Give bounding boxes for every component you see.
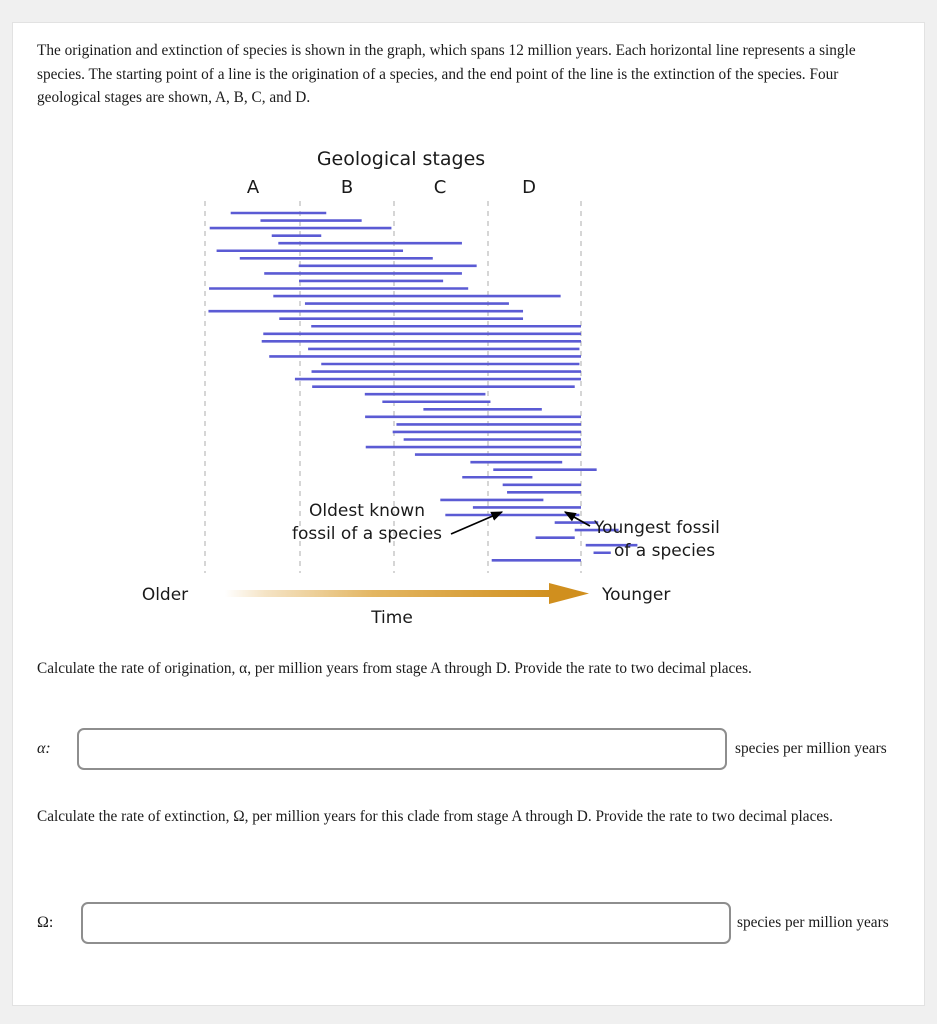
- time-arrow: [225, 583, 589, 604]
- species-range-chart: [37, 133, 903, 628]
- question-2-text: Calculate the rate of extinction, Ω, per million years for this clade from stage A through D. Provide the rate to two decimal places.: [37, 808, 833, 825]
- annotation-oldest-line2: fossil of a species: [291, 524, 443, 544]
- annotation-youngest-line2: of a species: [614, 541, 716, 561]
- question-card: [12, 22, 925, 1006]
- stage-label-a: A: [246, 177, 260, 198]
- omega-unit-label: species per million years: [737, 914, 889, 931]
- axis-label-older: Older: [141, 585, 189, 605]
- answer-row-alpha: [37, 727, 903, 771]
- alpha-symbol-label: α:: [37, 740, 51, 757]
- alpha-unit-label: species per million years: [735, 740, 887, 757]
- omega-answer-input[interactable]: [81, 902, 731, 944]
- axis-label-younger: Younger: [602, 585, 671, 605]
- axis-title-time: Time: [371, 608, 413, 628]
- question-1-text: Calculate the rate of origination, α, per million years from stage A through D. Provide the rate to two decimal places.: [37, 660, 752, 677]
- annotation-oldest-line1: Oldest known: [309, 501, 425, 521]
- annotation-youngest-line1: Youngest fossil: [594, 518, 720, 538]
- answer-row-omega: [37, 901, 903, 945]
- chart-title: Geological stages: [316, 148, 486, 170]
- stage-label-d: D: [522, 177, 536, 198]
- stage-label-b: B: [340, 177, 354, 198]
- stage-label-c: C: [433, 177, 447, 198]
- intro-paragraph: The origination and extinction of species is shown in the graph, which spans 12 million years. Each horizontal line represents a single species. The starting point of a line is the origination of a species, and the end point of the line is the extinction of the species. Four geological stages are shown, A, B, C, and D.: [37, 42, 856, 106]
- omega-symbol-label: Ω:: [37, 914, 54, 931]
- alpha-answer-input[interactable]: [77, 728, 727, 770]
